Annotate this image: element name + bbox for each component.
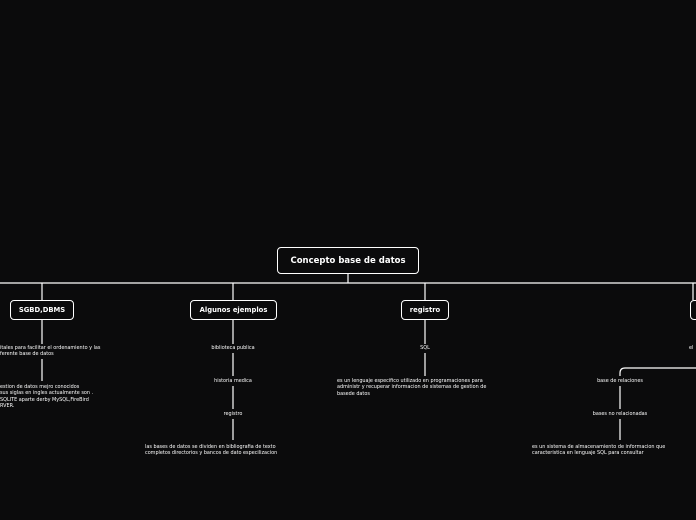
text-line: itales para facilitar el ordenamiento y las bbox=[0, 345, 101, 351]
branch-sgbd[interactable] bbox=[10, 300, 74, 320]
text-line: administr y recuperar informacion de sistemas de gestion de bbox=[337, 384, 487, 391]
text-line: SQLITE aparte derby MySQL,FireBird bbox=[0, 396, 89, 403]
branch-right-cut[interactable] bbox=[690, 300, 696, 320]
text-line: es un lenguaje especifico utilizado en programaciones para bbox=[337, 378, 483, 384]
right-connectors-a bbox=[620, 368, 696, 376]
right-bases-no-relacionadas[interactable]: bases no relacionadas bbox=[592, 411, 648, 417]
text-line: estion de datos mejro conocidos bbox=[0, 384, 80, 390]
text-line: caracteristica en lenguaje SQL para consultar bbox=[532, 450, 644, 457]
root-connectors bbox=[0, 274, 696, 300]
text-line: basede datos bbox=[337, 390, 370, 397]
branch-label: registro bbox=[409, 306, 441, 314]
text-line: es un sistema de almacenamiento de informacion que bbox=[532, 444, 666, 450]
right-base-relaciones[interactable]: base de relaciones bbox=[597, 378, 643, 384]
right-cut-text: el bbox=[689, 345, 694, 351]
branch-label: SGBD,DBMS bbox=[18, 306, 66, 314]
sgbd-desc-1 bbox=[0, 345, 100, 358]
registro-sql[interactable]: SQL bbox=[420, 345, 430, 351]
ejemplo-historia-medica[interactable]: historia medica bbox=[214, 378, 252, 384]
ejemplos-desc bbox=[145, 444, 277, 457]
text-line: completos directorios y bancos de dato especilizacion bbox=[145, 450, 278, 457]
branch-algunos-ejemplos[interactable] bbox=[190, 300, 277, 320]
root-node[interactable] bbox=[277, 247, 419, 274]
ejemplo-biblioteca[interactable]: biblioteca publica bbox=[211, 345, 255, 351]
text-line: las bases de datos se dividen en bibliografia de texto bbox=[145, 444, 276, 450]
branch-registro[interactable] bbox=[401, 300, 449, 320]
branch-label: Algunos ejemplos bbox=[199, 306, 268, 314]
right-desc bbox=[532, 444, 665, 457]
sgbd-desc-2 bbox=[0, 384, 93, 410]
text-line: RVER. bbox=[0, 403, 15, 410]
text-line: sus siglas en ingles actualmente son . bbox=[0, 390, 94, 397]
text-line: ferente base de datos bbox=[0, 351, 54, 358]
registro-desc bbox=[337, 378, 486, 397]
ejemplo-registro[interactable]: registro bbox=[223, 411, 243, 417]
root-label: Concepto base de datos bbox=[290, 255, 406, 266]
